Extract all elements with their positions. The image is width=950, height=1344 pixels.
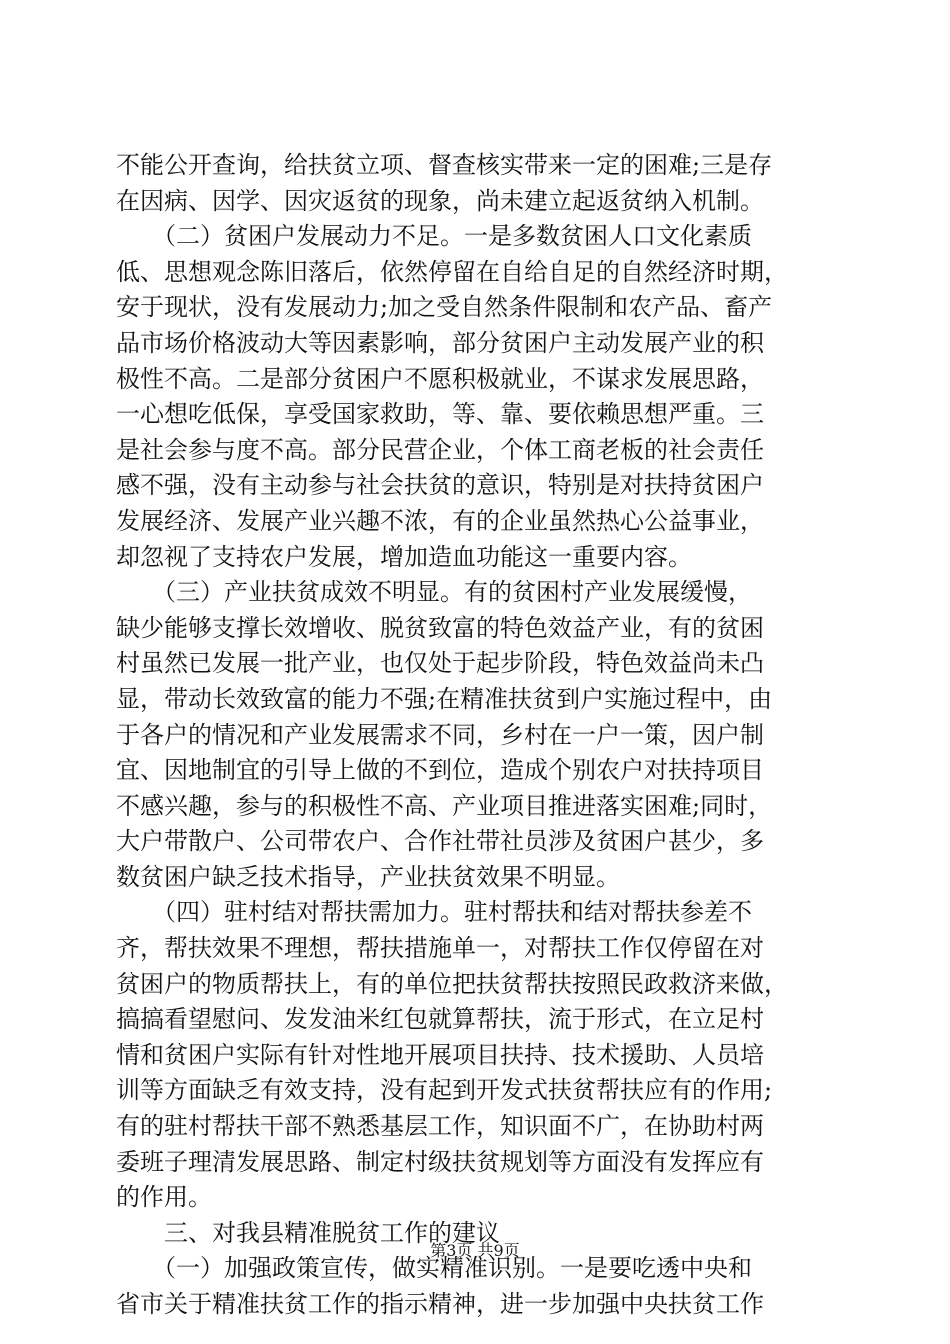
text-line: 是社会参与度不高。部分民营企业，个体工商老板的社会责任 xyxy=(116,435,764,464)
section-heading: 三、对我县精准脱贫工作的建议 xyxy=(116,1218,500,1247)
text-line: 却忽视了支持农户发展，增加造血功能这一重要内容。 xyxy=(116,542,692,571)
text-line: 极性不高。二是部分贫困户不愿积极就业，不谋求发展思路， xyxy=(116,364,764,393)
text-line: 在因病、因学、因灾返贫的现象，尚未建立起返贫纳入机制。 xyxy=(116,186,764,215)
text-line: 发展经济、发展产业兴趣不浓，有的企业虽然热心公益事业， xyxy=(116,506,764,535)
text-line: （一）加强政策宣传，做实精准识别。一是要吃透中央和 xyxy=(116,1254,752,1283)
text-line: 大户带散户、公司带农户、合作社带社员涉及贫困户甚少，多 xyxy=(116,827,764,856)
text-line: （二）贫困户发展动力不足。一是多数贫困人口文化素质 xyxy=(116,222,752,251)
text-line: 不感兴趣，参与的积极性不高、产业项目推进落实困难;同时， xyxy=(116,791,773,820)
page-number-footer: 第3页 共9页 xyxy=(430,1241,520,1260)
text-line: 显，带动长效致富的能力不强;在精准扶贫到户实施过程中，由 xyxy=(116,684,773,713)
text-line: （四）驻村结对帮扶需加力。驻村帮扶和结对帮扶参差不 xyxy=(116,898,752,927)
text-line: 有的驻村帮扶干部不熟悉基层工作，知识面不广，在协助村两 xyxy=(116,1112,764,1141)
document-body xyxy=(116,148,836,1323)
text-line: 不能公开查询，给扶贫立项、督查核实带来一定的困难;三是存 xyxy=(116,151,773,179)
text-line: 齐，帮扶效果不理想，帮扶措施单一，对帮扶工作仅停留在对 xyxy=(116,934,764,963)
text-line: （三）产业扶贫成效不明显。有的贫困村产业发展缓慢， xyxy=(116,578,752,607)
text-line: 感不强，没有主动参与社会扶贫的意识，特别是对扶持贫困户 xyxy=(116,471,764,500)
text-line: 省市关于精准扶贫工作的指示精神，进一步加强中央扶贫工作 xyxy=(116,1290,764,1318)
text-line: 宜、因地制宜的引导上做的不到位，造成个别农户对扶持项目 xyxy=(116,756,764,785)
text-line: 一心想吃低保，享受国家救助，等、靠、要依赖思想严重。三 xyxy=(116,400,764,429)
text-line: 的作用。 xyxy=(116,1183,212,1212)
text-line: 委班子理清发展思路、制定村级扶贫规划等方面没有发挥应有 xyxy=(116,1147,764,1176)
text-line: 训等方面缺乏有效支持，没有起到开发式扶贫帮扶应有的作用; xyxy=(116,1076,773,1105)
text-line: 村虽然已发展一批产业，也仅处于起步阶段，特色效益尚未凸 xyxy=(116,649,764,678)
text-line: 品市场价格波动大等因素影响，部分贫困户主动发展产业的积 xyxy=(116,328,764,357)
text-line: 搞搞看望慰问、发发油米红包就算帮扶，流于形式，在立足村 xyxy=(116,1005,764,1034)
text-line: 情和贫困户实际有针对性地开展项目扶持、技术援助、人员培 xyxy=(116,1040,764,1069)
text-line: 贫困户的物质帮扶上，有的单位把扶贫帮扶按照民政救济来做， xyxy=(116,969,788,998)
text-line: 于各户的情况和产业发展需求不同，乡村在一户一策，因户制 xyxy=(116,720,764,749)
text-line: 数贫困户缺乏技术指导，产业扶贫效果不明显。 xyxy=(116,862,620,891)
text-line: 安于现状，没有发展动力;加之受自然条件限制和农产品、畜产 xyxy=(116,293,773,322)
text-line: 缺少能够支撑长效增收、脱贫致富的特色效益产业，有的贫困 xyxy=(116,613,764,642)
text-line: 低、思想观念陈旧落后，依然停留在自给自足的自然经济时期， xyxy=(116,257,788,286)
